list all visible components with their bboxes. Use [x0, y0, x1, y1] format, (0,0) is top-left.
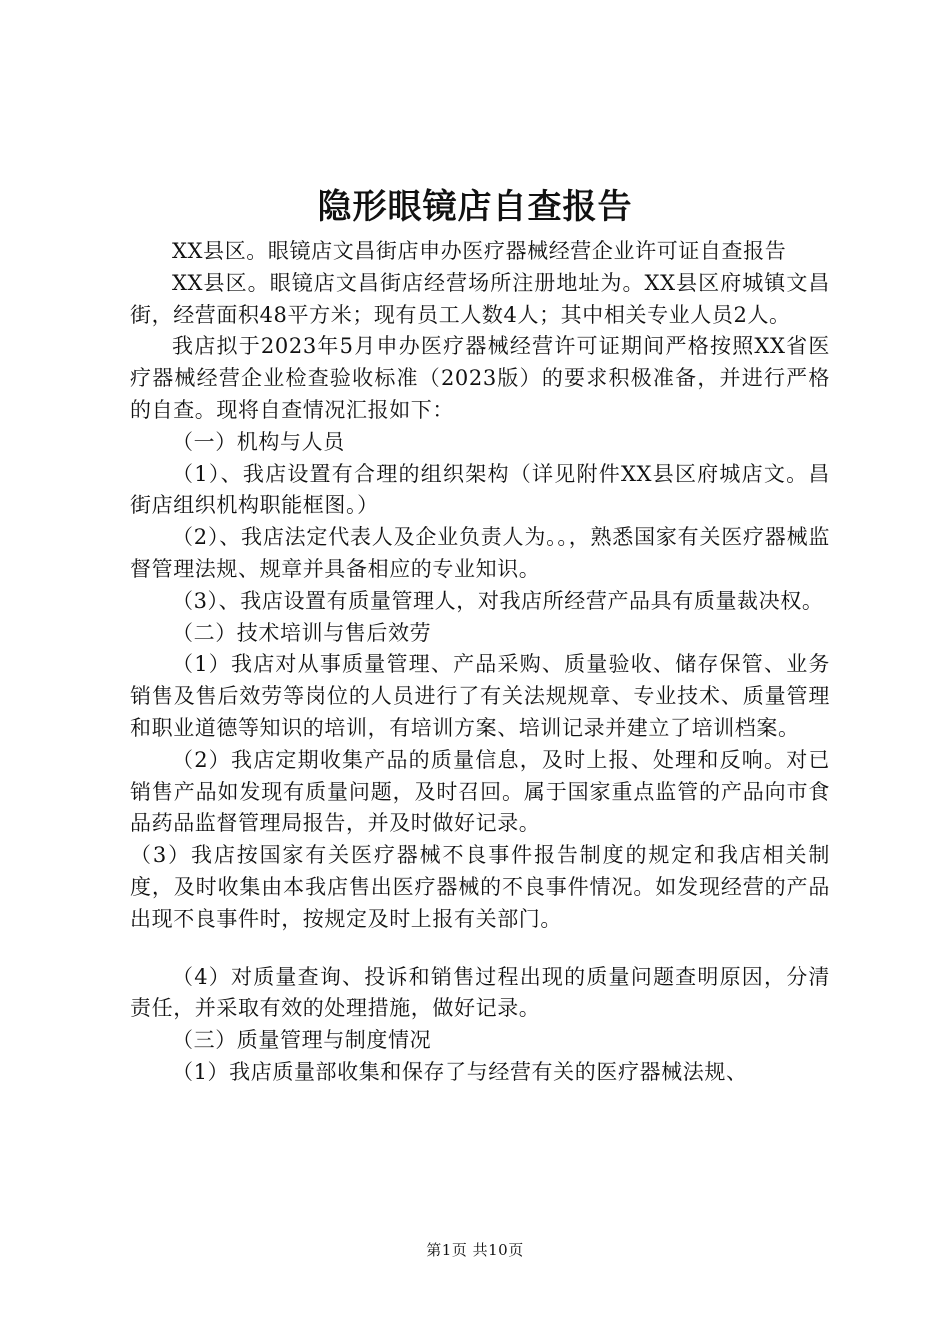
page-number-footer: 第1页 共10页 [426, 1241, 524, 1259]
paragraph-training-1: （1）我店对从事质量管理、产品采购、质量验收、储存保管、业务销售及售后效劳等岗位的人员进行了有关法规规章、专业技术、质量管理和职业道德等知识的培训，有培训方案、培训记录并建立了培训档案。 [130, 652, 830, 740]
section-heading-quality: （三）质量管理与制度情况 [172, 1028, 432, 1053]
paragraph-intro: 我店拟于2023年5月申办医疗器械经营许可证期间严格按照XX省医疗器械经营企业检查验收标准（2023版）的要求积极准备，并进行严格的自查。现将自查情况汇报如下： [130, 334, 830, 422]
paragraph-org-2: （2）、我店法定代表人及企业负责人为。。，熟悉国家有关医疗器械监督管理法规、规章并具备相应的专业知识。 [130, 525, 830, 581]
section-heading-training: （二）技术培训与售后效劳 [172, 620, 432, 645]
paragraph-heading-line: XX县区。眼镜店文昌街店申办医疗器械经营企业许可证自查报告 [172, 239, 787, 263]
paragraph-org-3: （3）、我店设置有质量管理人，对我店所经营产品具有质量裁决权。 [172, 588, 824, 613]
section-heading-organization: （一）机构与人员 [172, 429, 345, 454]
paragraph-org-1: （1）、我店设置有合理的组织架构（详见附件XX县区府城店文。昌街店组织机构职能框图。） [130, 461, 830, 518]
document-title: 隐形眼镜店自查报告 [317, 187, 633, 227]
paragraph-training-2: （2）我店定期收集产品的质量信息，及时上报、处理和反响。对已销售产品如发现有质量问题，及时召回。属于国家重点监管的产品向市食品药品监督管理局报告，并及时做好记录。 [130, 747, 830, 836]
document-body [130, 236, 830, 1089]
paragraph-quality-1: （1）我店质量部收集和保存了与经营有关的医疗器械法规、 [172, 1059, 748, 1084]
paragraph-training-3: （3）我店按国家有关医疗器械不良事件报告制度的规定和我店相关制度，及时收集由本我店售出医疗器械的不良事件情况。如发现经营的产品出现不良事件时，按规定及时上报有关部门。 [130, 843, 830, 931]
paragraph-gap [130, 936, 830, 962]
paragraph-training-4: （4）对质量查询、投诉和销售过程出现的质量问题查明原因，分清责任，并采取有效的处理措施，做好记录。 [130, 964, 830, 1021]
paragraph-address: XX县区。眼镜店文昌街店经营场所注册地址为。XX县区府城镇文昌街，经营面积48平方米；现有员工人数4人；其中相关专业人员2人。 [130, 270, 830, 327]
